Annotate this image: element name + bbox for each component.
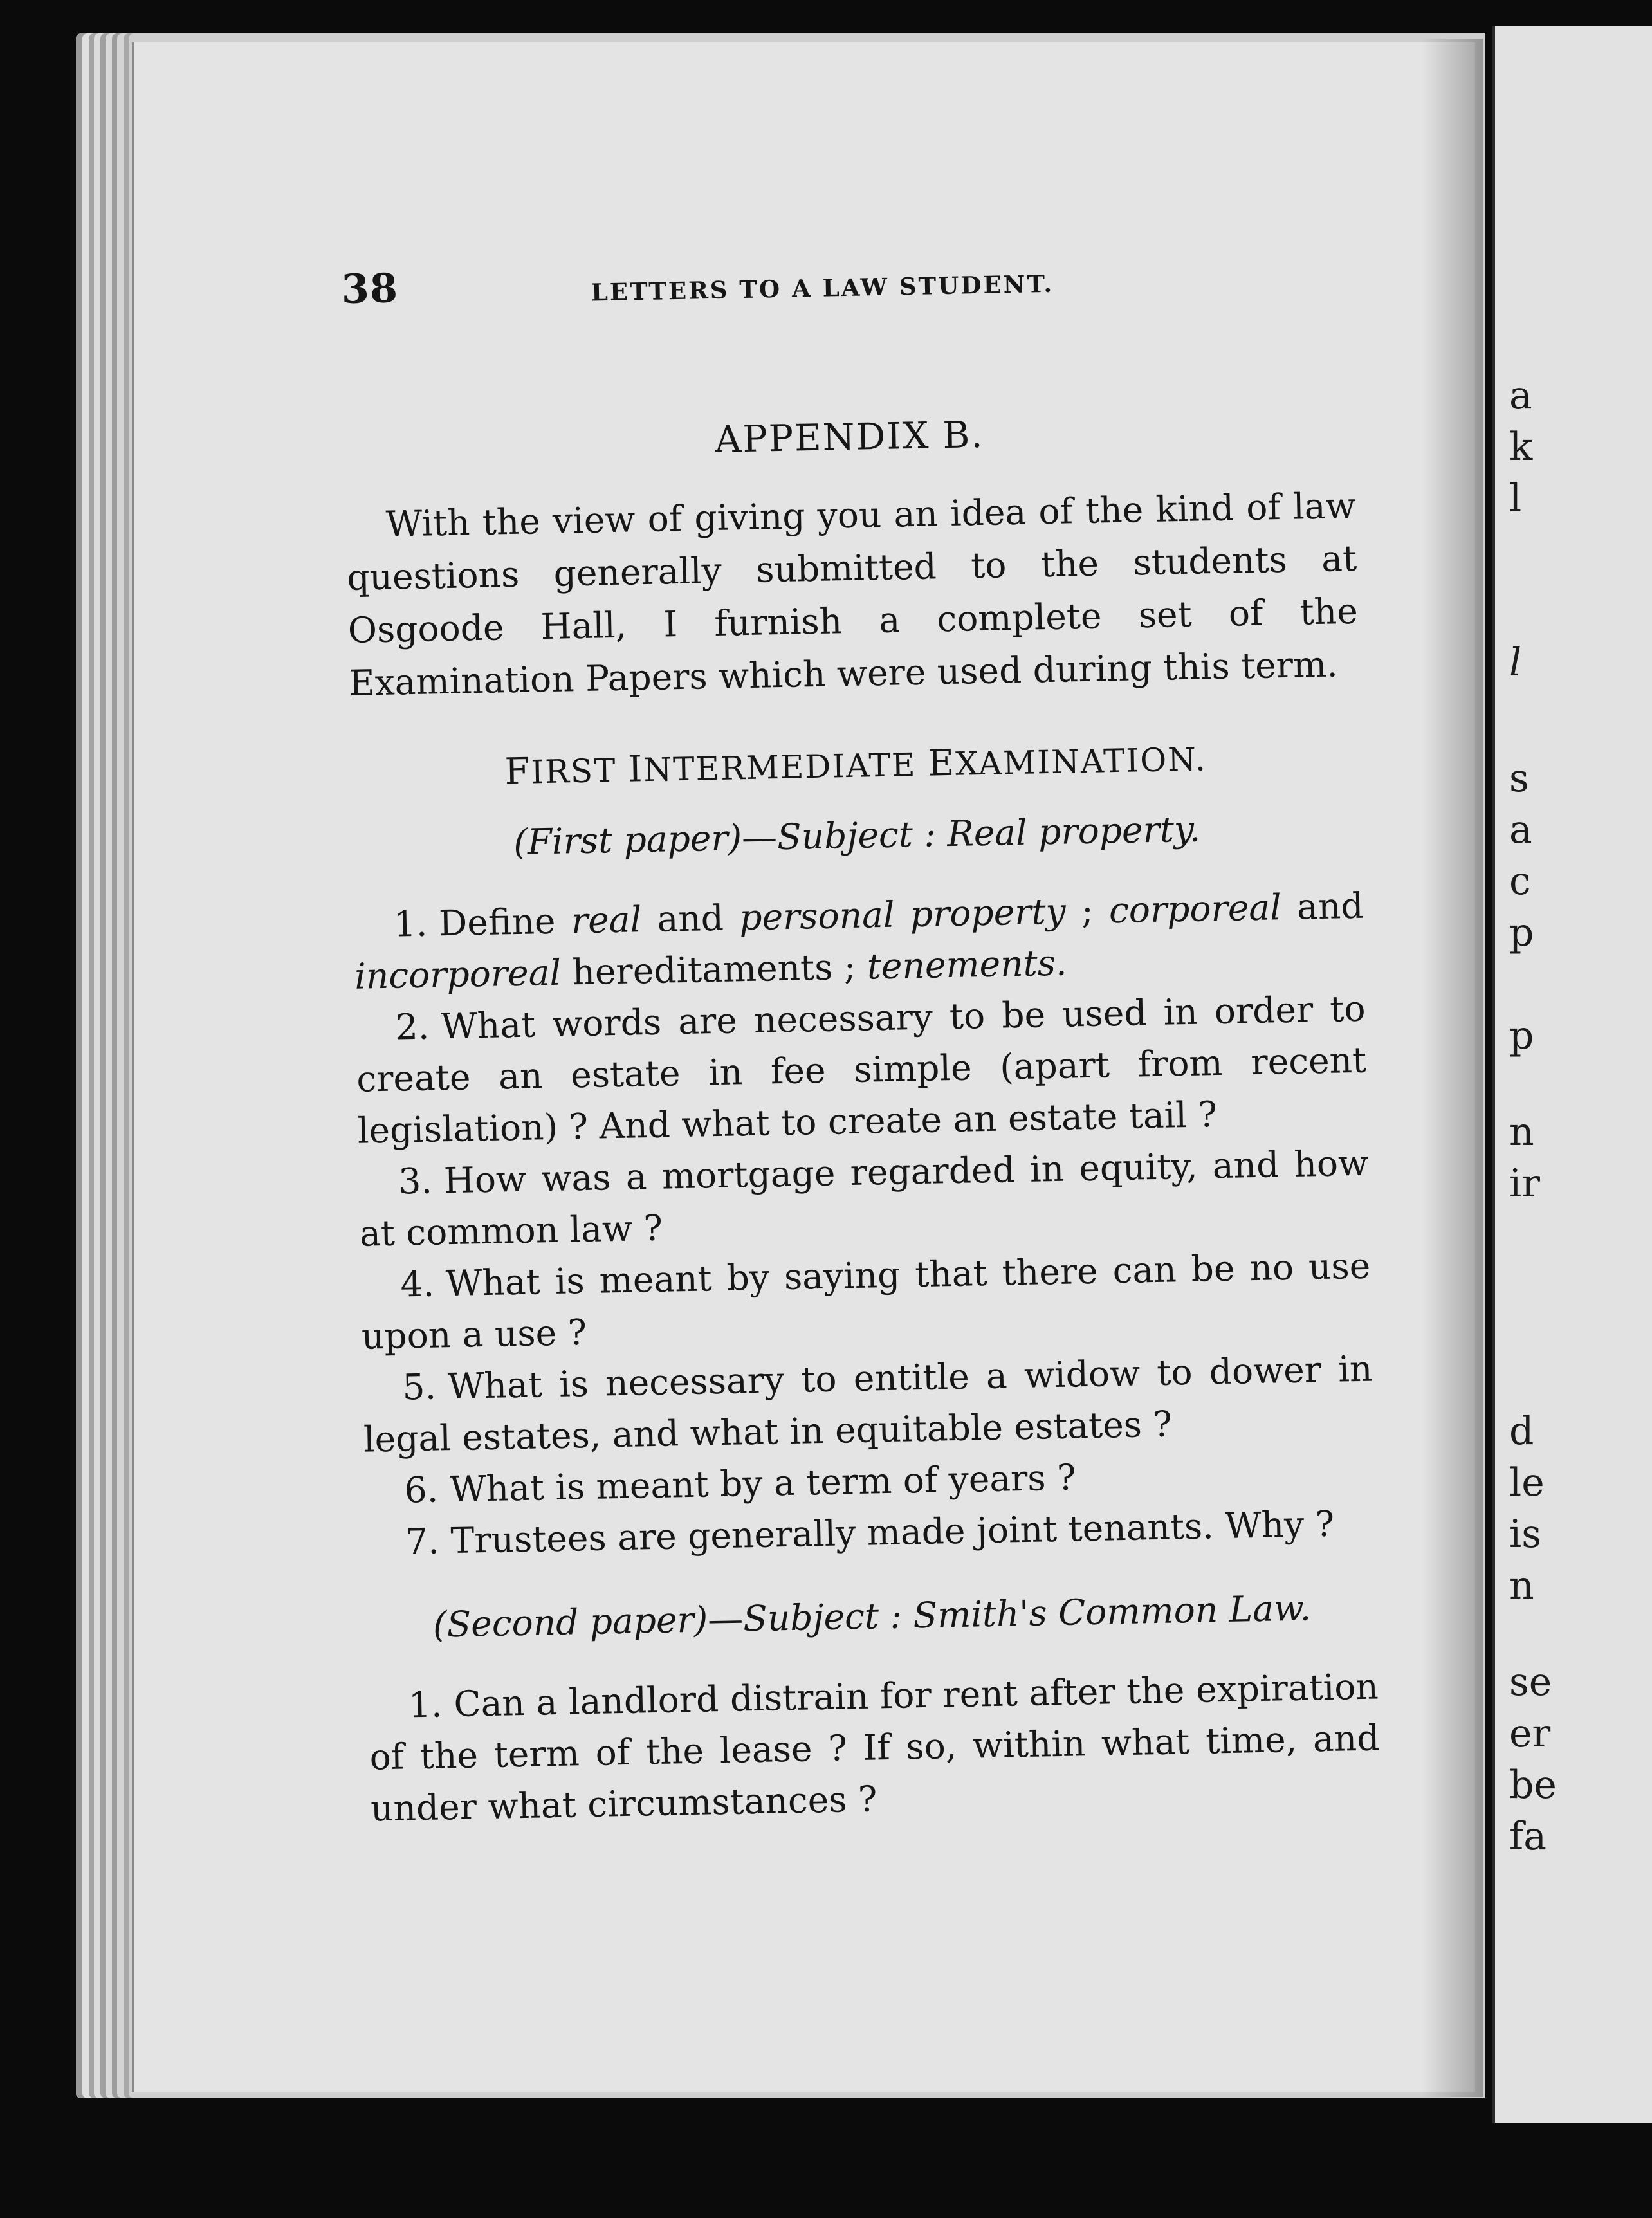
facing-fragment: l bbox=[1509, 476, 1522, 521]
running-title: LETTERS TO A LAW STUDENT. bbox=[591, 269, 1054, 307]
page-number: 38 bbox=[341, 264, 399, 313]
facing-fragment: ir bbox=[1509, 1161, 1540, 1206]
facing-fragment: a bbox=[1509, 807, 1532, 852]
facing-fragment: s bbox=[1509, 756, 1529, 801]
facing-fragment: a bbox=[1509, 373, 1532, 418]
facing-fragment: k bbox=[1509, 425, 1533, 470]
facing-fragment: n bbox=[1509, 1110, 1534, 1155]
question-item: 2. What words are necessary to be used in order to create an estate in fee simple (apart from recent legislation) ? And what to create an estate tail ? bbox=[356, 987, 1367, 1151]
question-item: 6. What is meant by a term of years ? bbox=[404, 1456, 1077, 1511]
question-item: 3. How was a mortgage regarded in equity, and how at common law ? bbox=[359, 1142, 1369, 1254]
facing-fragment: p bbox=[1509, 910, 1534, 955]
facing-fragment: er bbox=[1509, 1711, 1551, 1756]
facing-fragment: l bbox=[1509, 640, 1522, 685]
facing-fragment: le bbox=[1509, 1460, 1545, 1505]
facing-fragment: d bbox=[1509, 1409, 1534, 1454]
question-item: 1. Define real and personal property ; corporeal and incorporeal hereditaments ; tenements. bbox=[354, 884, 1364, 997]
question-item: 1. Can a landlord distrain for rent after the expiration of the term of the lease ? If so, within what time, and under what circumstances ? bbox=[369, 1665, 1380, 1829]
intro-paragraph: With the view of giving you an idea of the kind of law questions generally submitted to the students at Osgoode Hall, I furnish a complete set of the Examination Papers which were used during this term. bbox=[346, 484, 1359, 704]
facing-fragment: p bbox=[1509, 1013, 1534, 1058]
facing-fragment: fa bbox=[1509, 1814, 1546, 1859]
section-heading: FIRST INTERMEDIATE EXAMINATION. bbox=[504, 740, 1207, 793]
facing-page bbox=[1492, 26, 1652, 2123]
gutter-shadow bbox=[1422, 39, 1483, 2097]
paper-heading-second: (Second paper)—Subject : Smith's Common Law. bbox=[432, 1587, 1312, 1645]
facing-fragment: n bbox=[1509, 1563, 1534, 1608]
page-content bbox=[341, 244, 1381, 1835]
facing-fragment: is bbox=[1509, 1512, 1541, 1557]
facing-fragment: be bbox=[1509, 1763, 1557, 1808]
appendix-title: APPENDIX B. bbox=[714, 413, 985, 461]
question-item: 5. What is necessary to entitle a widow to dower in legal estates, and what in equitable estates ? bbox=[363, 1348, 1373, 1460]
facing-fragment: c bbox=[1509, 859, 1531, 904]
question-item: 4. What is meant by saying that there can be no use upon a use ? bbox=[361, 1245, 1371, 1357]
question-item: 7. Trustees are generally made joint tenants. Why ? bbox=[405, 1503, 1335, 1563]
paper-heading-first: (First paper)—Subject : Real property. bbox=[513, 808, 1201, 863]
facing-fragment: se bbox=[1509, 1660, 1552, 1705]
